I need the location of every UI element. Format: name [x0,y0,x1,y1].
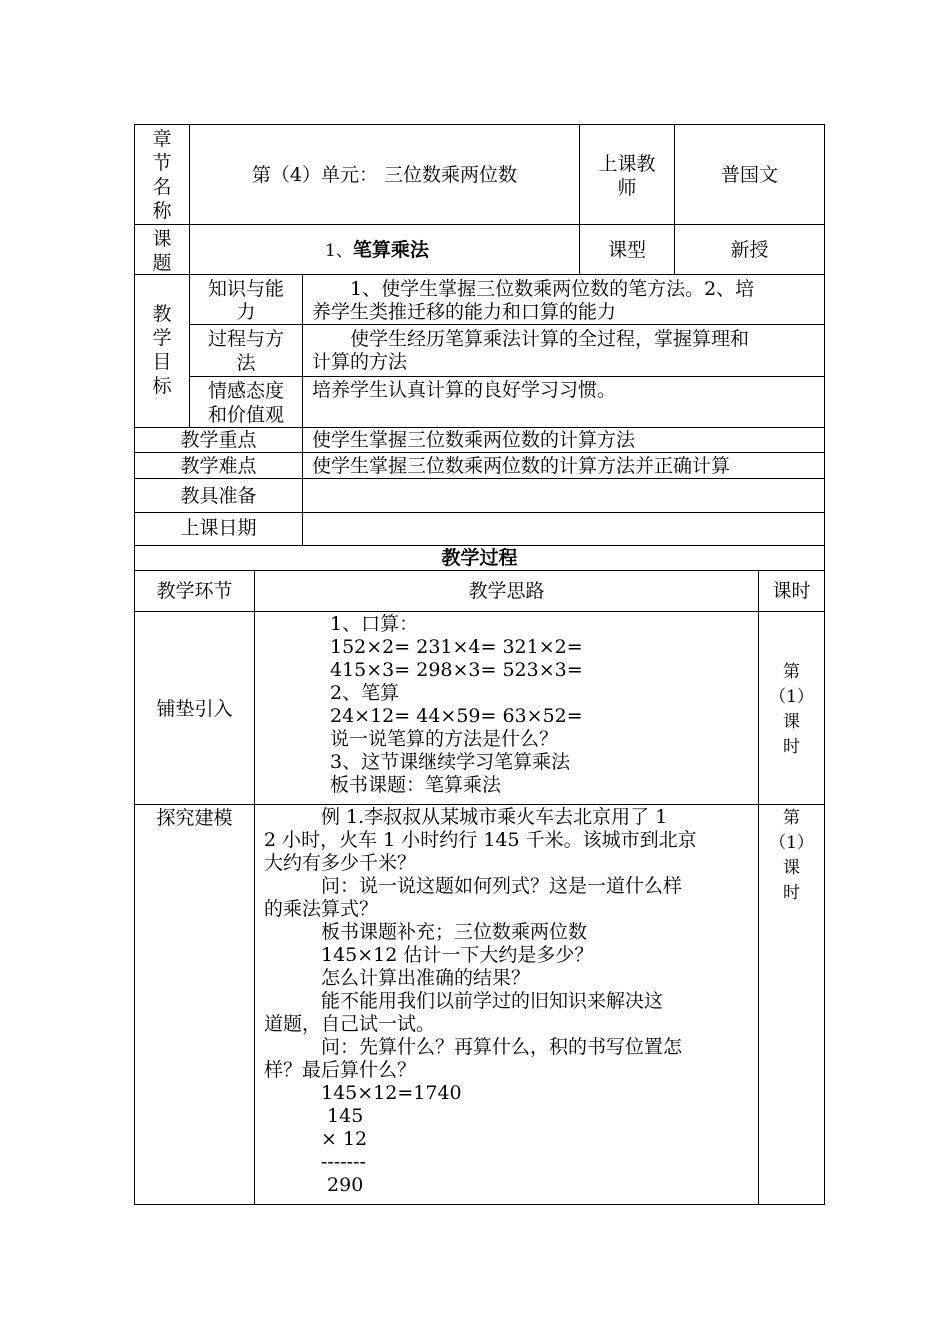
teacher-label-line2: 师 [617,177,637,199]
objective-text-knowledge-1: 1、使学生掌握三位数乘两位数的笔方法。2、培 [312,278,755,300]
difficulty-label: 教学难点 [180,455,257,477]
teacher-value: 普国文 [720,164,778,186]
col-stage-header: 教学环节 [156,580,233,602]
process-title: 教学过程 [441,547,518,569]
idea-line: ------- [264,1151,366,1173]
materials-label: 教具准备 [180,485,257,507]
idea-line: 2、笔算 [330,682,400,704]
idea-line: 板书课题补充；三位数乘两位数 [264,921,588,943]
idea-line: 的乘法算式？ [264,898,379,920]
idea-line: 415×3= 298×3= 523×3= [330,659,583,681]
class-date-label: 上课日期 [180,517,257,539]
objective-text-knowledge-2: 养学生类推迁移的能力和口算的能力 [312,301,617,323]
key-point-label: 教学重点 [180,429,257,451]
idea-line: 145×12=1740 [264,1082,462,1104]
objectives-label: 教 学 目 标 [152,303,172,397]
topic [325,238,429,263]
topic-prefix: 1、 [325,241,353,261]
idea-line: 大约有多少千米？ [264,852,417,874]
topic-value: 笔算乘法 [352,239,429,261]
objective-label-emotion-2: 和价值观 [207,404,284,426]
objective-label-process-1: 过程与方 [207,328,284,350]
objective-label-process-2: 法 [236,352,256,374]
idea-line: 问：先算什么？再算什么，积的书写位置怎 [264,1036,683,1058]
idea-line: 能不能用我们以前学过的旧知识来解决这 [264,990,664,1012]
idea-intro [330,613,583,797]
idea-line: 问：说一说这题如何列式？这是一道什么样 [264,875,683,897]
idea-line: 145 [264,1105,364,1127]
difficulty-value: 使学生掌握三位数乘两位数的计算方法并正确计算 [312,455,731,477]
hours-explore: 第 （1） 课 时 [769,808,814,903]
type-label: 课型 [607,239,646,261]
objective-label-knowledge-1: 知识与能 [207,278,284,300]
idea-line: 2 小时，火车 1 小时约行 145 千米。该城市到北京 [264,829,697,851]
idea-line: 例 1.李叔叔从某城市乘火车去北京用了 1 [264,806,668,828]
stage-explore: 探究建模 [156,807,233,829]
idea-line: 24×12= 44×59= 63×52= [330,705,583,727]
objective-text-process-1: 使学生经历笔算乘法计算的全过程，掌握算理和 [312,328,750,350]
hours-intro: 第 （1） 课 时 [769,662,814,757]
topic-label: 课 题 [152,228,172,274]
objective-label-emotion-1: 情感态度 [207,380,284,402]
idea-line: 3、这节课继续学习笔算乘法 [330,751,571,773]
objective-label-knowledge-2: 力 [236,301,256,323]
col-hours-header: 课时 [772,580,811,602]
idea-line: 290 [264,1174,364,1196]
idea-line: 怎么计算出准确的结果？ [264,967,531,989]
objective-text-emotion-1: 培养学生认真计算的良好学习习惯。 [312,379,617,401]
idea-explore [264,806,697,1197]
teacher-label-line1: 上课教 [598,153,656,175]
chapter-label: 章 节 名 称 [152,128,172,222]
stage-intro: 铺垫引入 [156,698,233,720]
objective-text-process-2: 计算的方法 [312,351,408,373]
col-idea-header: 教学思路 [468,580,545,602]
idea-line: 样？最后算什么？ [264,1059,417,1081]
chapter-value: 第（4）单元： 三位数乘两位数 [251,164,518,186]
key-point-value: 使学生掌握三位数乘两位数的计算方法 [312,429,636,451]
type-value: 新授 [730,239,769,261]
idea-line: 1、口算： [330,613,419,635]
idea-line: 道题，自己试一试。 [264,1013,436,1035]
idea-line: × 12 [264,1128,368,1150]
idea-line: 152×2= 231×4= 321×2= [330,636,583,658]
idea-line: 说一说笔算的方法是什么？ [330,728,559,750]
idea-line: 145×12 估计一下大约是多少？ [264,944,594,966]
idea-line: 板书课题：笔算乘法 [330,774,502,796]
